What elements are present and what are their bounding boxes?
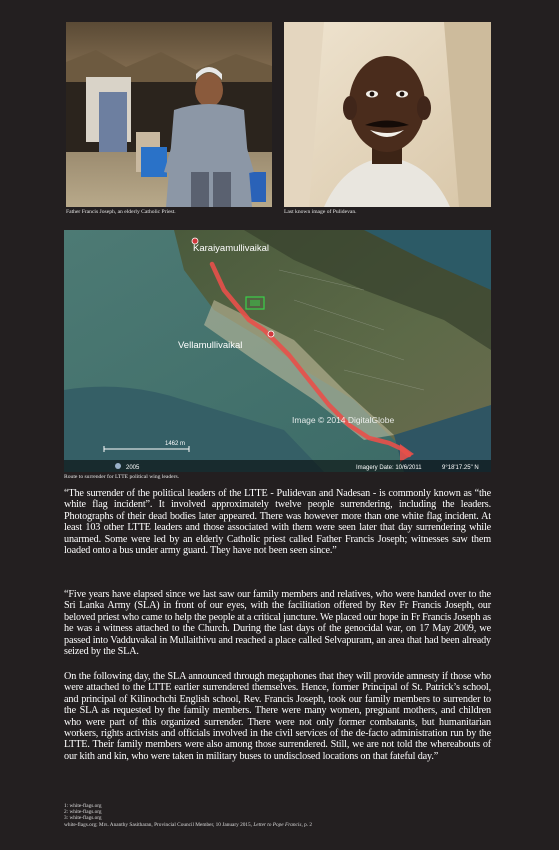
priest-photo	[66, 22, 272, 207]
map-caption: Route to surrender for LTTE political wing leaders.	[64, 474, 180, 480]
map-imagery-date: Imagery Date: 10/6/2011	[356, 465, 422, 471]
quote-paragraph-2: “Five years have elapsed since we last saw our family members and relatives, who were handed over to the Sri Lanka Army (SLA) in front of our eyes, with the facilitation offered by Rev Fr Francis Joseph, our beloved priest who came to help the people at a critical juncture. We placed our hope in Fr Francis Joseph as he was a witness attached to the Church. During the last days of the genocidal war, on 17 May 2009, we passed into Vadduvakal in Mullaithivu and reached a place called Selvapuram, an area that had been already seized by the SLA.	[64, 589, 491, 658]
satellite-map	[64, 230, 491, 472]
footnote-4	[64, 822, 491, 828]
map-coordinates: 9°18'17.25" N	[442, 465, 479, 471]
map-image-credit: Image © 2014 DigitalGlobe	[292, 415, 395, 425]
map-year-label: 2005	[126, 465, 140, 471]
pulidevan-photo-caption: Last known image of Pulidevan.	[284, 209, 357, 215]
footnotes	[64, 803, 491, 828]
footnote-4-title: Letter to Pope Francis	[253, 821, 302, 828]
map-label-karaiyamullivaikal: Karaiyamullivaikal	[193, 243, 270, 254]
footnote-3: 3: white-flags.org	[64, 815, 102, 822]
map-label-vellamullivaikal: Vellamullivaikal	[178, 340, 243, 351]
priest-photo-caption: Father Francis Joseph, an elderly Catholic Priest.	[66, 209, 176, 215]
pulidevan-photo	[284, 22, 491, 207]
map-scale-label: 1462 m	[165, 441, 186, 447]
footnote-2: 2: white-flags.org	[64, 809, 102, 816]
footnote-4-suffix: , p. 2	[301, 821, 313, 828]
footnote-1: 1: white-flags.org	[64, 803, 102, 809]
quote-paragraph-3: On the following day, the SLA announced through megaphones that they will provide amnesty if those who were attached to the LTTE earlier surrendered themselves. Hence, former Principal of St. Patrick’s school, and principal of Kilinochchi English school, Rev. Francis Joseph, took our family members to surrender to the SLA as requested by the family members. There were many women, pregnant mothers, and children who were part of this organized surrender. There were not only former combatants, but humanitarian workers, rights activists and officials involved in the civil services of the de-facto administration run by the LTTE. Their family members were also among those surrendered. Still, we are not told the whereabouts of our kith and kin, who were taken in military buses to undisclosed locations on that fateful day.”	[64, 671, 491, 762]
footnote-4-prefix: white-flags.org; Mrs. Ananthy Sasitharan, Provincial Council Member, 10 January 2015,	[64, 821, 252, 828]
quote-paragraph-1: “The surrender of the political leaders of the LTTE - Pulidevan and Nadesan - is commonly known as “the white flag incident”. It involved approximately twelve people surrendering, including the leaders. Photographs of their dead bodies later appeared. There was however more than one white flag incident. At least 103 other LTTE leaders and those associated with them were seen later that day surrendering while unarmed. Some were led by an elderly Catholic priest called Father Francis Joseph; witnesses saw them loaded onto a bus under army guard. They have not been seen since.”	[64, 488, 491, 557]
